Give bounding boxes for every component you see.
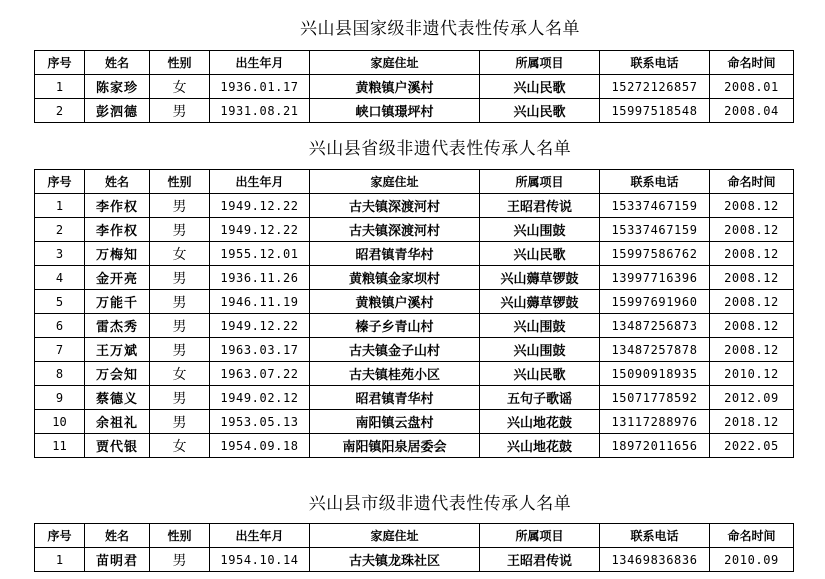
name-cell: 李作权 [85,194,150,218]
column-header: 出生年月 [210,51,310,75]
index-cell: 4 [35,266,85,290]
project-cell: 兴山薅草锣鼓 [480,266,600,290]
project-cell: 兴山民歌 [480,362,600,386]
gender-cell: 女 [150,242,210,266]
name-cell: 彭泗德 [85,99,150,123]
named-date-cell: 2008.12 [710,266,794,290]
name-cell: 雷杰秀 [85,314,150,338]
provincial-title: 兴山县省级非遗代表性传承人名单 [308,139,572,159]
table-row [35,434,794,458]
name-cell: 蔡德义 [85,386,150,410]
table-row [35,266,794,290]
birth-date-cell: 1931.08.21 [210,99,310,123]
municipal-table [34,523,794,572]
birth-date-cell: 1963.03.17 [210,338,310,362]
birth-date-cell: 1936.11.26 [210,266,310,290]
address-cell: 榛子乡青山村 [310,314,480,338]
column-header: 序号 [35,524,85,548]
header-row [35,51,794,75]
name-cell: 金开亮 [85,266,150,290]
index-cell: 3 [35,242,85,266]
address-cell: 南阳镇阳泉居委会 [310,434,480,458]
address-cell: 古夫镇深渡河村 [310,218,480,242]
named-date-cell: 2008.12 [710,290,794,314]
phone-cell: 15090918935 [600,362,710,386]
index-cell: 2 [35,218,85,242]
phone-cell: 15997518548 [600,99,710,123]
column-header: 家庭住址 [310,524,480,548]
address-cell: 古夫镇龙珠社区 [310,548,480,572]
gender-cell: 男 [150,548,210,572]
birth-date-cell: 1946.11.19 [210,290,310,314]
column-header: 命名时间 [710,170,794,194]
address-cell: 昭君镇青华村 [310,386,480,410]
index-cell: 8 [35,362,85,386]
table-row [35,410,794,434]
gender-cell: 男 [150,218,210,242]
birth-date-cell: 1953.05.13 [210,410,310,434]
named-date-cell: 2008.12 [710,194,794,218]
project-cell: 兴山围鼓 [480,218,600,242]
address-cell: 古夫镇金子山村 [310,338,480,362]
project-cell: 兴山围鼓 [480,338,600,362]
project-cell: 五句子歌谣 [480,386,600,410]
column-header: 联系电话 [600,51,710,75]
phone-cell: 15997691960 [600,290,710,314]
column-header: 性别 [150,170,210,194]
phone-cell: 15337467159 [600,218,710,242]
name-cell: 万能千 [85,290,150,314]
table-row [35,338,794,362]
name-cell: 余祖礼 [85,410,150,434]
gender-cell: 男 [150,386,210,410]
column-header: 性别 [150,51,210,75]
address-cell: 峡口镇璟坪村 [310,99,480,123]
gender-cell: 男 [150,194,210,218]
gender-cell: 女 [150,362,210,386]
birth-date-cell: 1955.12.01 [210,242,310,266]
address-cell: 黄粮镇户溪村 [310,290,480,314]
column-header: 所属项目 [480,170,600,194]
column-header: 联系电话 [600,170,710,194]
phone-cell: 13487256873 [600,314,710,338]
project-cell: 兴山民歌 [480,99,600,123]
address-cell: 古夫镇深渡河村 [310,194,480,218]
named-date-cell: 2010.12 [710,362,794,386]
address-cell: 黄粮镇户溪村 [310,75,480,99]
table-row [35,75,794,99]
index-cell: 10 [35,410,85,434]
gender-cell: 男 [150,314,210,338]
name-cell: 贾代银 [85,434,150,458]
project-cell: 兴山围鼓 [480,314,600,338]
named-date-cell: 2018.12 [710,410,794,434]
table-row [35,290,794,314]
named-date-cell: 2008.01 [710,75,794,99]
gender-cell: 女 [150,434,210,458]
gender-cell: 男 [150,266,210,290]
birth-date-cell: 1949.12.22 [210,314,310,338]
address-cell: 南阳镇云盘村 [310,410,480,434]
address-cell: 昭君镇青华村 [310,242,480,266]
table-row [35,362,794,386]
named-date-cell: 2008.12 [710,314,794,338]
provincial-table [34,169,794,458]
column-header: 家庭住址 [310,170,480,194]
phone-cell: 13117288976 [600,410,710,434]
birth-date-cell: 1949.02.12 [210,386,310,410]
column-header: 姓名 [85,170,150,194]
column-header: 出生年月 [210,524,310,548]
table-row [35,386,794,410]
header-row [35,170,794,194]
index-cell: 1 [35,548,85,572]
column-header: 序号 [35,51,85,75]
table-row [35,218,794,242]
column-header: 命名时间 [710,524,794,548]
project-cell: 王昭君传说 [480,194,600,218]
index-cell: 6 [35,314,85,338]
project-cell: 兴山地花鼓 [480,434,600,458]
column-header: 所属项目 [480,524,600,548]
birth-date-cell: 1954.10.14 [210,548,310,572]
municipal-title: 兴山县市级非遗代表性传承人名单 [308,494,572,514]
column-header: 性别 [150,524,210,548]
index-cell: 5 [35,290,85,314]
name-cell: 陈家珍 [85,75,150,99]
column-header: 所属项目 [480,51,600,75]
index-cell: 1 [35,75,85,99]
phone-cell: 13487257878 [600,338,710,362]
column-header: 出生年月 [210,170,310,194]
project-cell: 兴山地花鼓 [480,410,600,434]
index-cell: 9 [35,386,85,410]
national-title: 兴山县国家级非遗代表性传承人名单 [300,19,580,39]
name-cell: 苗明君 [85,548,150,572]
project-cell: 兴山薅草锣鼓 [480,290,600,314]
index-cell: 7 [35,338,85,362]
index-cell: 2 [35,99,85,123]
phone-cell: 15997586762 [600,242,710,266]
named-date-cell: 2012.09 [710,386,794,410]
gender-cell: 女 [150,75,210,99]
named-date-cell: 2008.04 [710,99,794,123]
table-row [35,314,794,338]
header-row [35,524,794,548]
project-cell: 王昭君传说 [480,548,600,572]
column-header: 姓名 [85,51,150,75]
table-row [35,99,794,123]
index-cell: 11 [35,434,85,458]
named-date-cell: 2022.05 [710,434,794,458]
birth-date-cell: 1949.12.22 [210,218,310,242]
birth-date-cell: 1963.07.22 [210,362,310,386]
name-cell: 李作权 [85,218,150,242]
name-cell: 王万斌 [85,338,150,362]
column-header: 序号 [35,170,85,194]
birth-date-cell: 1954.09.18 [210,434,310,458]
address-cell: 黄粮镇金家坝村 [310,266,480,290]
phone-cell: 15337467159 [600,194,710,218]
column-header: 家庭住址 [310,51,480,75]
gender-cell: 男 [150,410,210,434]
phone-cell: 13997716396 [600,266,710,290]
birth-date-cell: 1936.01.17 [210,75,310,99]
named-date-cell: 2010.09 [710,548,794,572]
gender-cell: 男 [150,338,210,362]
named-date-cell: 2008.12 [710,218,794,242]
column-header: 姓名 [85,524,150,548]
gender-cell: 男 [150,99,210,123]
table-row [35,548,794,572]
phone-cell: 13469836836 [600,548,710,572]
address-cell: 古夫镇桂苑小区 [310,362,480,386]
name-cell: 万会知 [85,362,150,386]
phone-cell: 15071778592 [600,386,710,410]
name-cell: 万梅知 [85,242,150,266]
phone-cell: 15272126857 [600,75,710,99]
project-cell: 兴山民歌 [480,75,600,99]
column-header: 联系电话 [600,524,710,548]
column-header: 命名时间 [710,51,794,75]
index-cell: 1 [35,194,85,218]
birth-date-cell: 1949.12.22 [210,194,310,218]
named-date-cell: 2008.12 [710,242,794,266]
gender-cell: 男 [150,290,210,314]
table-row [35,194,794,218]
national-table [34,50,794,123]
project-cell: 兴山民歌 [480,242,600,266]
table-row [35,242,794,266]
named-date-cell: 2008.12 [710,338,794,362]
phone-cell: 18972011656 [600,434,710,458]
